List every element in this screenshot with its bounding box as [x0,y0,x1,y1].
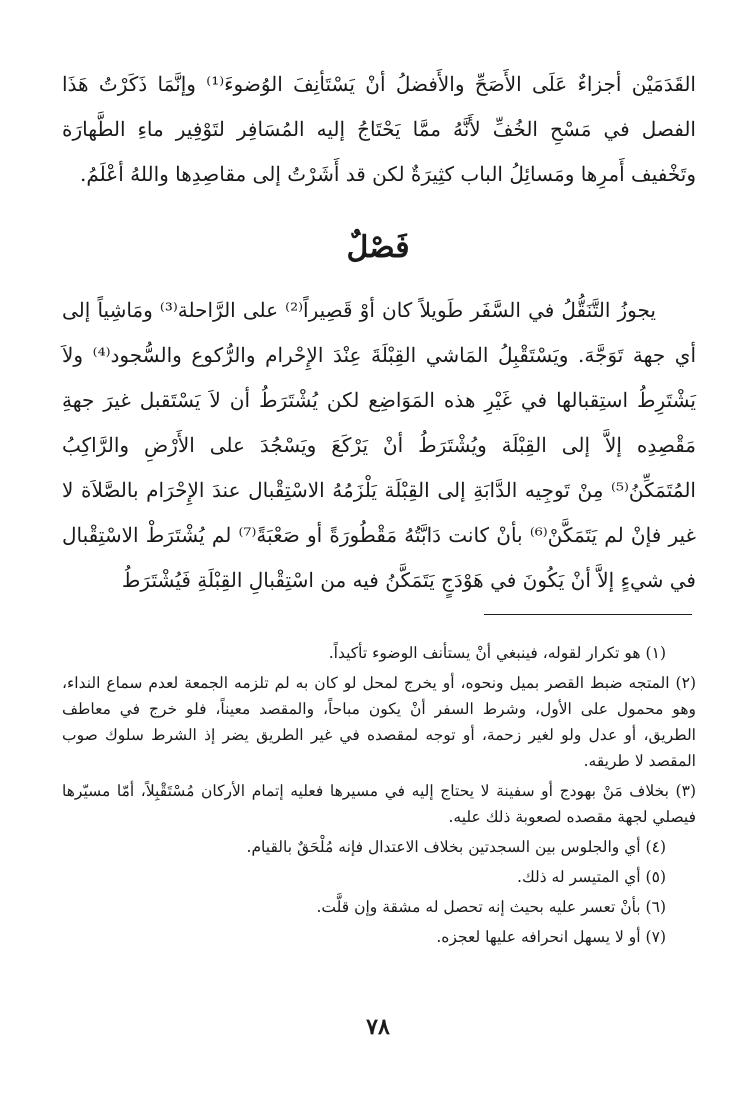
footnote-text: هو تكرار لقوله، فينبغي أنْ يستأنف الوضوء تأكيداً. [328,644,641,662]
footnote-2 [62,670,696,774]
footnote-text: بأنْ تعسر عليه بحيث إنه تحصل له مشقة وإن قلَّت. [316,898,641,916]
footnote-number: (٤) [645,838,666,856]
page-number: ٧٨ [366,1014,390,1040]
continuation-paragraph: القَدَمَيْن أجزاءٌ عَلَى الأَصَحِّ والأَفضلُ أنْ يَسْتَأنِفَ الوُضوءَ⁽¹⁾ وإنَّمَا ذَكَرْتُ هَذَا الفصل في مَسْحِ الخُفِّ لأَنَّهُ ممَّا يَحْتَاجُ إليه المُسَافِر لتَوْفِير ماءِ الطَّهارَة وتَخْفيف أَمرِها ومَسائِلُ الباب كثِيرَةٌ لكن قد أَشَرْتُ إلى مقاصِدِها واللهُ أعْلَمُ. [62,72,696,186]
footnote-text: أو لا يسهل انحرافه عليها لعجزه. [436,928,641,946]
footnote-number: (٢) [675,674,696,692]
footnotes [62,640,696,954]
footnote-text: بخلاف مَنْ بهودج أو سفينة لا يحتاج إليه في مسيرها فعليه إتمام الأركان مُسْتَقْبِلاً، أمّا مسيّرها فيصلي لجهة مقصده لصعوبة ذلك عليه. [62,782,696,826]
section-paragraph-block [62,288,696,603]
footnote-1 [62,640,696,666]
footnote-number: (١) [645,644,666,662]
continuation-paragraph-block [62,62,696,197]
section-heading: فَصْلٌ [346,230,410,265]
footnote-3 [62,778,696,830]
footnote-4 [62,834,696,860]
footnote-number: (٣) [675,782,696,800]
section-paragraph: يجوزُ التَّنَقُّلُ في السَّفَر طَويلاً كان أوْ قَصِيراً⁽²⁾ على الرَّاحلة⁽³⁾ ومَاشِياً إلى أي جهة تَوَجَّهَ. ويَسْتَقْبِلُ المَاشي القِبْلَةَ عِنْدَ الإِحْرام والرُّكوع والسُّجود⁽⁴⁾ ولاَ يَشْتَرِطُ استِقبالها في غَيْرِ هذه المَوَاضِع لكن يُشْتَرَطُ أن لاَ يَسْتَقبل غيرَ جهةِ مَقْصِدِه إلاَّ إلى القِبْلَة ويُشْتَرَطُ أنْ يَرْكَعَ ويَسْجُدَ على الأَرْضِ والرَّاكِبُ المُتَمَكِّنُ⁽⁵⁾ مِنْ تَوجِيه الدَّابَةِ إلى القِبْلَة يَلْزَمُهُ الاسْتِقْبال عندَ الإِحْرَام بالصَّلاَة لا غير فإنْ لم يَتَمَكَّنْ⁽⁶⁾ بأنْ كانت دَابَّتُهُ مَقْطُورَةً أو صَعْبَةً⁽⁷⁾ لم يُشْتَرَطْ الاسْتِقْبال في شيءٍ إلاَّ أنْ يَكُونَ في هَوْدَجٍ يَتَمَكَّنُ فيه من اسْتِقْبالِ القِبْلَةِ فَيُشْتَرَطُ [62,298,696,592]
footnote-number: (٧) [645,928,666,946]
footnote-text: أي والجلوس بين السجدتين بخلاف الاعتدال فإنه مُلْحَقٌ بالقيام. [246,838,641,856]
footnote-text: المتجه ضبط القصر بميل ونحوه، أو يخرج لمحل لو كان به لم تلزمه الجمعة لعدم سماع النداء، وهو محمول على الأول، وشرط السفر أنْ يكون مباحاً، والمقصد معيناً، فلو خرج في معاطف الطريق، أو عدل ولو لغير زحمة، أو توجه لمقصده في غير الطريق يضر إذ الشرط سلوك صوب المقصد لا طريقه. [62,674,696,770]
footnote-separator [484,614,692,615]
footnote-number: (٥) [645,868,666,886]
footnote-7 [62,924,696,950]
footnote-text: أي المتيسر له ذلك. [517,868,641,886]
footnote-5 [62,864,696,890]
footnote-number: (٦) [645,898,666,916]
footnote-6 [62,894,696,920]
